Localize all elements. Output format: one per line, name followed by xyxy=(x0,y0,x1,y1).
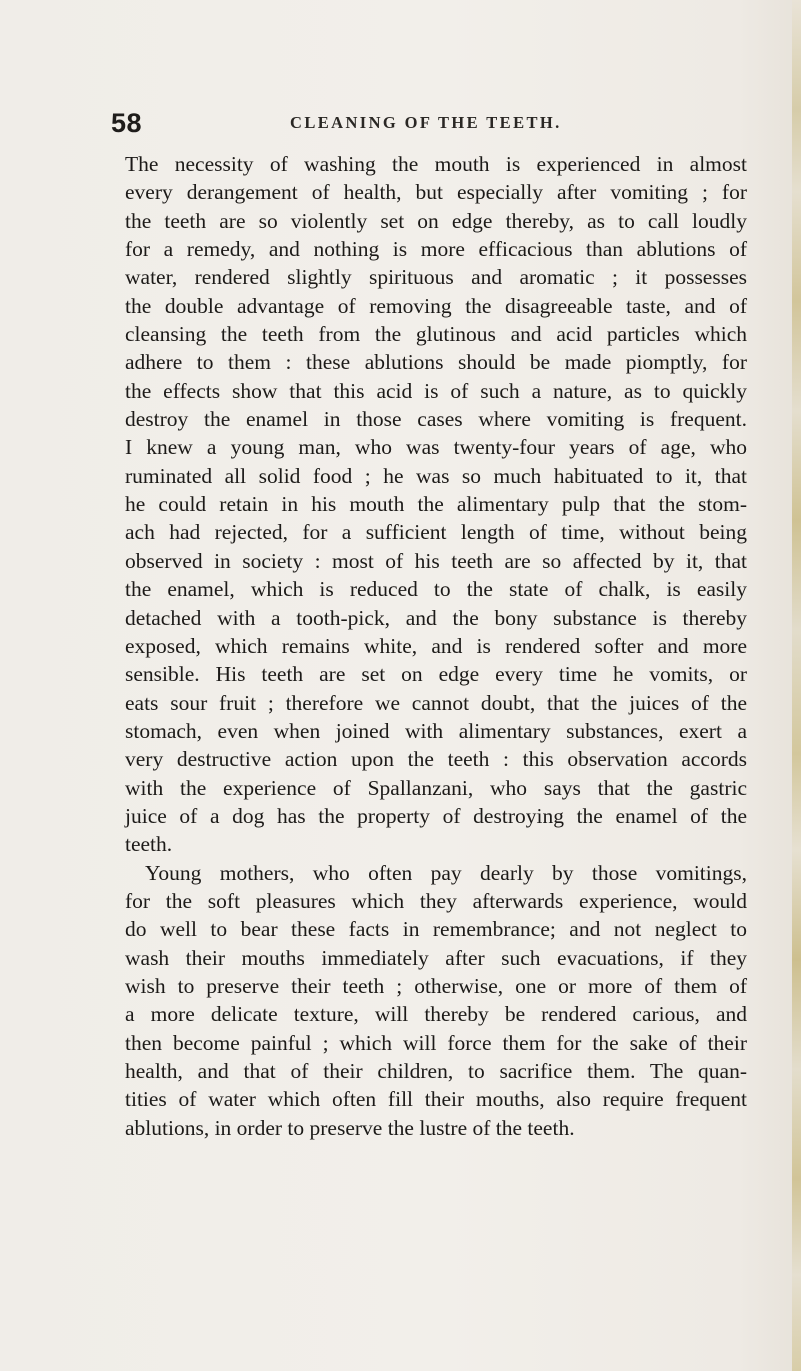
paragraph-1 xyxy=(125,150,747,859)
running-head: CLEANING OF THE TEETH. xyxy=(290,113,562,132)
text-line: eats sour fruit ; therefore we cannot doubt, that the juices of the xyxy=(125,690,747,715)
text-line: ablutions, in order to preserve the lustre of the teeth. xyxy=(125,1115,575,1140)
text-line: the double advantage of removing the disagreeable taste, and of xyxy=(125,293,747,318)
text-line: ruminated all solid food ; he was so much habituated to it, that xyxy=(125,463,747,488)
text-line: he could retain in his mouth the alimentary pulp that the stom- xyxy=(125,492,747,517)
text-line: teeth. xyxy=(125,832,173,857)
body-text xyxy=(125,150,747,1142)
paragraph-2 xyxy=(125,859,747,1142)
text-line: stomach, even when joined with alimentary substances, exert a xyxy=(125,718,747,743)
page-header xyxy=(111,108,671,148)
text-line: water, rendered slightly spirituous and aromatic ; it possesses xyxy=(125,265,747,290)
text-line: for the soft pleasures which they afterwards experience, would xyxy=(125,888,747,913)
text-line: juice of a dog has the property of destroying the enamel of the xyxy=(125,803,747,828)
text-line: then become painful ; which will force them for the sake of their xyxy=(125,1030,747,1055)
text-line: wish to preserve their teeth ; otherwise, one or more of them of xyxy=(125,973,747,998)
text-line: for a remedy, and nothing is more efficacious than ablutions of xyxy=(125,237,747,262)
text-line: observed in society : most of his teeth are so affected by it, that xyxy=(125,548,747,573)
text-line: Young mothers, who often pay dearly by those vomitings, xyxy=(145,860,747,885)
text-line: sensible. His teeth are set on edge every time he vomits, or xyxy=(125,662,747,687)
text-line: every derangement of health, but especially after vomiting ; for xyxy=(125,180,747,205)
page-number: 58 xyxy=(111,108,143,138)
text-line: health, and that of their children, to sacrifice them. The quan- xyxy=(125,1059,747,1083)
page-edge xyxy=(792,0,801,1371)
text-line: the teeth are so violently set on edge thereby, as to call loudly xyxy=(125,208,747,233)
text-line: a more delicate texture, will thereby be rendered carious, and xyxy=(125,1002,747,1027)
text-line: very destructive action upon the teeth : this observation accords xyxy=(125,747,747,772)
text-line: I knew a young man, who was twenty-four years of age, who xyxy=(125,435,747,460)
text-line: ach had rejected, for a sufficient length of time, without being xyxy=(125,520,747,545)
text-line: adhere to them : these ablutions should be made piomptly, for xyxy=(125,350,747,375)
text-line: exposed, which remains white, and is rendered softer and more xyxy=(125,633,747,658)
text-line: the effects show that this acid is of such a nature, as to quickly xyxy=(125,378,747,403)
text-line: with the experience of Spallanzani, who says that the gastric xyxy=(125,775,747,800)
text-line: wash their mouths immediately after such evacuations, if they xyxy=(125,945,747,970)
text-line: the enamel, which is reduced to the state of chalk, is easily xyxy=(125,577,747,602)
text-line: destroy the enamel in those cases where vomiting is frequent. xyxy=(125,407,747,432)
text-line: The necessity of washing the mouth is experienced in almost xyxy=(125,152,747,176)
text-line: detached with a tooth-pick, and the bony substance is thereby xyxy=(125,605,747,630)
text-line: tities of water which often fill their mouths, also require frequent xyxy=(125,1087,747,1112)
text-line: cleansing the teeth from the glutinous and acid particles which xyxy=(125,322,747,347)
text-line: do well to bear these facts in remembrance; and not neglect to xyxy=(125,917,747,942)
